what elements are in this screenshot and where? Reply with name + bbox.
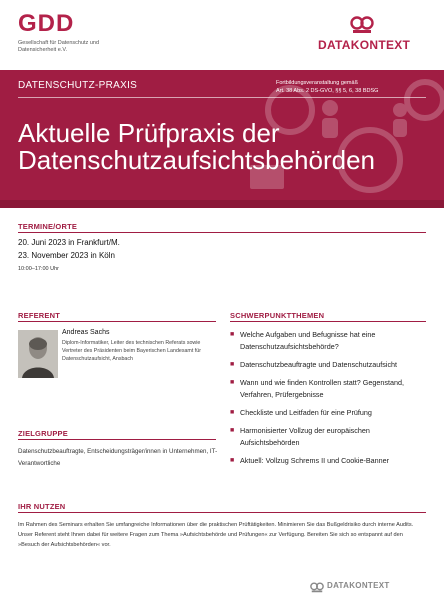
hero-bottom-strip [0,200,444,208]
topic-text: Harmonisierter Vollzug der europäischen Aufsichtsbehörden [240,426,370,447]
accreditation-note-line1: Fortbildungsveranstaltung gemäß [276,80,358,86]
date-frankfurt: 20. Juni 2023 in Frankfurt/M. [18,238,120,247]
speaker-photo [18,330,58,378]
schwerpunkte-divider [230,321,426,322]
zielgruppe-heading: ZIELGRUPPE [18,429,68,438]
datakontext-mark-icon [350,14,374,34]
list-item [230,425,430,449]
termine-heading: TERMINE/ORTE [18,222,78,231]
top-logo-bar [0,0,444,66]
topic-text: Checkliste und Leitfaden für eine Prüfung [240,408,372,417]
footer-logo: DATAKONTEXT [327,581,390,590]
bullet-icon: ■ [230,331,235,338]
nutzen-divider [18,512,426,513]
gdd-logo: GDD [18,10,75,37]
hero-divider [18,97,426,98]
bullet-icon: ■ [230,379,235,386]
nutzen-heading: IHR NUTZEN [18,502,66,511]
list-item [230,377,430,401]
speaker-portrait-image [18,330,58,378]
gdd-subtitle: Gesellschaft für Datenschutz und Datensicherheit e.V. [18,40,100,53]
event-time: 10:00–17:00 Uhr [18,266,59,272]
topics-list [230,329,430,473]
hero-banner [0,70,444,208]
list-item [230,329,430,353]
bullet-icon: ■ [230,427,235,434]
list-item [230,407,430,419]
list-item [230,455,430,467]
schwerpunkte-heading: SCHWERPUNKTTHEMEN [230,311,325,320]
bullet-icon: ■ [230,457,235,464]
zielgruppe-divider [18,439,216,440]
footer [0,572,444,600]
datakontext-footer-mark-icon [310,581,324,593]
speaker-name: Andreas Sachs [62,329,110,336]
speaker-description: Diplom-Informatiker, Leiter des technischen Referats sowie Vertreter des Präsidenten beim Bayerischen Landesamt für Datenschutzaufsicht, Ansbach [62,340,201,362]
referent-heading: REFERENT [18,311,61,320]
referent-divider [18,321,216,322]
datakontext-logo: DATAKONTEXT [318,38,411,52]
accreditation-note-line2: Art. 38 Abs. 2 DS-GVO, §§ 5, 6, 38 BDSG [276,88,379,94]
accreditation-note [276,79,436,95]
topic-text: Wann und wie finden Kontrollen statt? Gegenstand, Verfahren, Prüfergebnisse [240,378,404,399]
bullet-icon: ■ [230,409,235,416]
topic-text: Aktuell: Vollzug Schrems II und Cookie-Banner [240,456,390,465]
topic-text: Welche Aufgaben und Befugnisse hat eine Datenschutzaufsichtsbehörde? [240,330,376,351]
page-title-line1: Aktuelle Prüfpraxis der [18,118,280,148]
topic-text: Datenschutzbeauftragte und Datenschutzaufsicht [240,360,398,369]
date-koeln: 23. November 2023 in Köln [18,251,115,260]
bullet-icon: ■ [230,361,235,368]
series-label: DATENSCHUTZ-PRAXIS [18,80,138,91]
termine-divider [18,232,426,233]
page-title [18,120,428,174]
page-title-line2: Datenschutzaufsichtsbehörden [18,145,376,175]
benefits-text: Im Rahmen des Seminars erhalten Sie umfangreiche Informationen über die praktischen Prüftätigkeiten. Minimieren Sie das Bußgeldrisiko durch interne Audits. Unser Referent steht Ihnen dabei für weitere Fragen zum Thema »Aufsichtsbehörde und Prüfungen« zur Verfügung. Bereiten Sie sich so entspannt auf den »Besuch der Aufsichtsbehörden« vor. [18,522,414,548]
list-item [230,359,430,371]
target-audience-text: Datenschutzbeauftragte, Entscheidungsträger/innen in Unternehmen, IT-Verantwortliche [18,448,218,467]
